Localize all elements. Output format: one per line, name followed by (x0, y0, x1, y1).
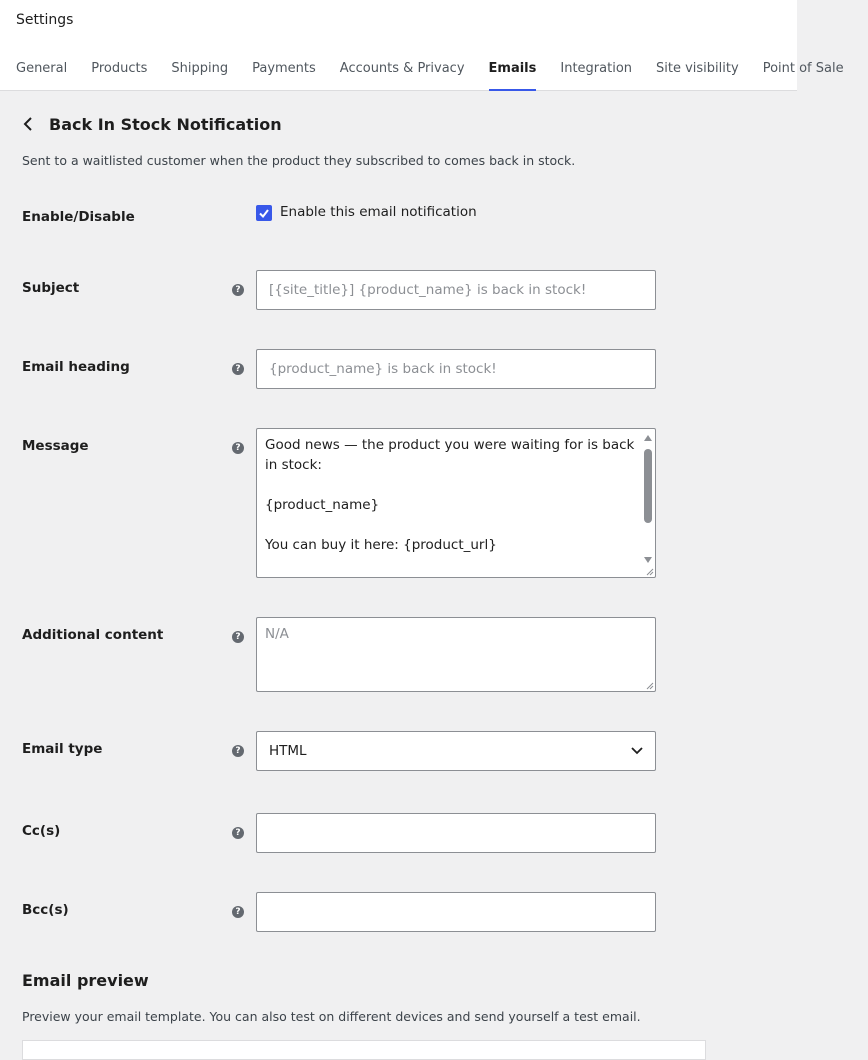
email-type-select[interactable] (256, 731, 656, 771)
bcc-input[interactable] (256, 892, 656, 932)
email-preview-panel (22, 1040, 706, 1060)
subject-label: Subject (22, 280, 80, 296)
enable-checkbox-label[interactable]: Enable this email notification (280, 204, 477, 220)
checkmark-icon (258, 207, 270, 219)
scroll-thumb[interactable] (644, 449, 652, 523)
help-icon[interactable]: ? (232, 284, 244, 296)
page-title: Back In Stock Notification (49, 114, 282, 134)
help-icon[interactable]: ? (232, 363, 244, 375)
email-preview-description: Preview your email template. You can also test on different devices and send yourself a test email. (22, 1009, 641, 1024)
email-type-value: HTML (269, 743, 307, 759)
heading-label: Email heading (22, 359, 130, 375)
help-icon[interactable]: ? (232, 906, 244, 918)
resize-handle-icon[interactable] (644, 566, 654, 576)
email-type-label: Email type (22, 741, 103, 757)
tab-general[interactable]: General (16, 61, 68, 76)
help-icon[interactable]: ? (232, 631, 244, 643)
tab-integration[interactable]: Integration (560, 61, 633, 76)
email-preview-title: Email preview (22, 971, 149, 990)
resize-handle-icon[interactable] (644, 680, 654, 690)
tab-emails[interactable]: Emails (489, 61, 537, 91)
help-icon[interactable]: ? (232, 442, 244, 454)
additional-content-label: Additional content (22, 627, 164, 643)
additional-content-textarea[interactable] (256, 617, 656, 692)
cc-label: Cc(s) (22, 823, 61, 839)
settings-header (0, 0, 844, 91)
tab-payments[interactable]: Payments (252, 61, 316, 76)
scroll-down-icon[interactable] (644, 557, 652, 563)
cc-input[interactable] (256, 813, 656, 853)
settings-tabs (16, 61, 868, 91)
enable-label: Enable/Disable (22, 209, 135, 225)
help-icon[interactable]: ? (232, 745, 244, 757)
page-description: Sent to a waitlisted customer when the product they subscribed to comes back in stock. (22, 153, 576, 168)
tab-accounts-privacy[interactable]: Accounts & Privacy (339, 61, 465, 76)
chevron-left-icon[interactable] (22, 113, 42, 135)
tab-shipping[interactable]: Shipping (171, 61, 229, 76)
chevron-down-icon (631, 747, 643, 755)
message-label: Message (22, 438, 89, 454)
subject-input[interactable]: [{site_title}] {product_name} is back in stock! (256, 270, 656, 310)
heading-input[interactable]: {product_name} is back in stock! (256, 349, 656, 389)
message-scrollbar[interactable] (643, 433, 653, 559)
page-header (22, 113, 282, 135)
tab-point-of-sale[interactable]: Point of Sale (762, 61, 844, 76)
app-title: Settings (16, 12, 74, 28)
bcc-label: Bcc(s) (22, 902, 69, 918)
tab-products[interactable]: Products (91, 61, 148, 76)
enable-checkbox[interactable] (256, 205, 272, 221)
tab-site-visibility[interactable]: Site visibility (656, 61, 739, 76)
message-text: Good news — the product you were waiting for is back in stock: {product_name} You can buy it here: {product_url} (265, 437, 635, 553)
scroll-up-icon[interactable] (644, 435, 652, 441)
additional-content-placeholder: N/A (265, 626, 289, 642)
help-icon[interactable]: ? (232, 827, 244, 839)
message-textarea[interactable] (256, 428, 656, 578)
